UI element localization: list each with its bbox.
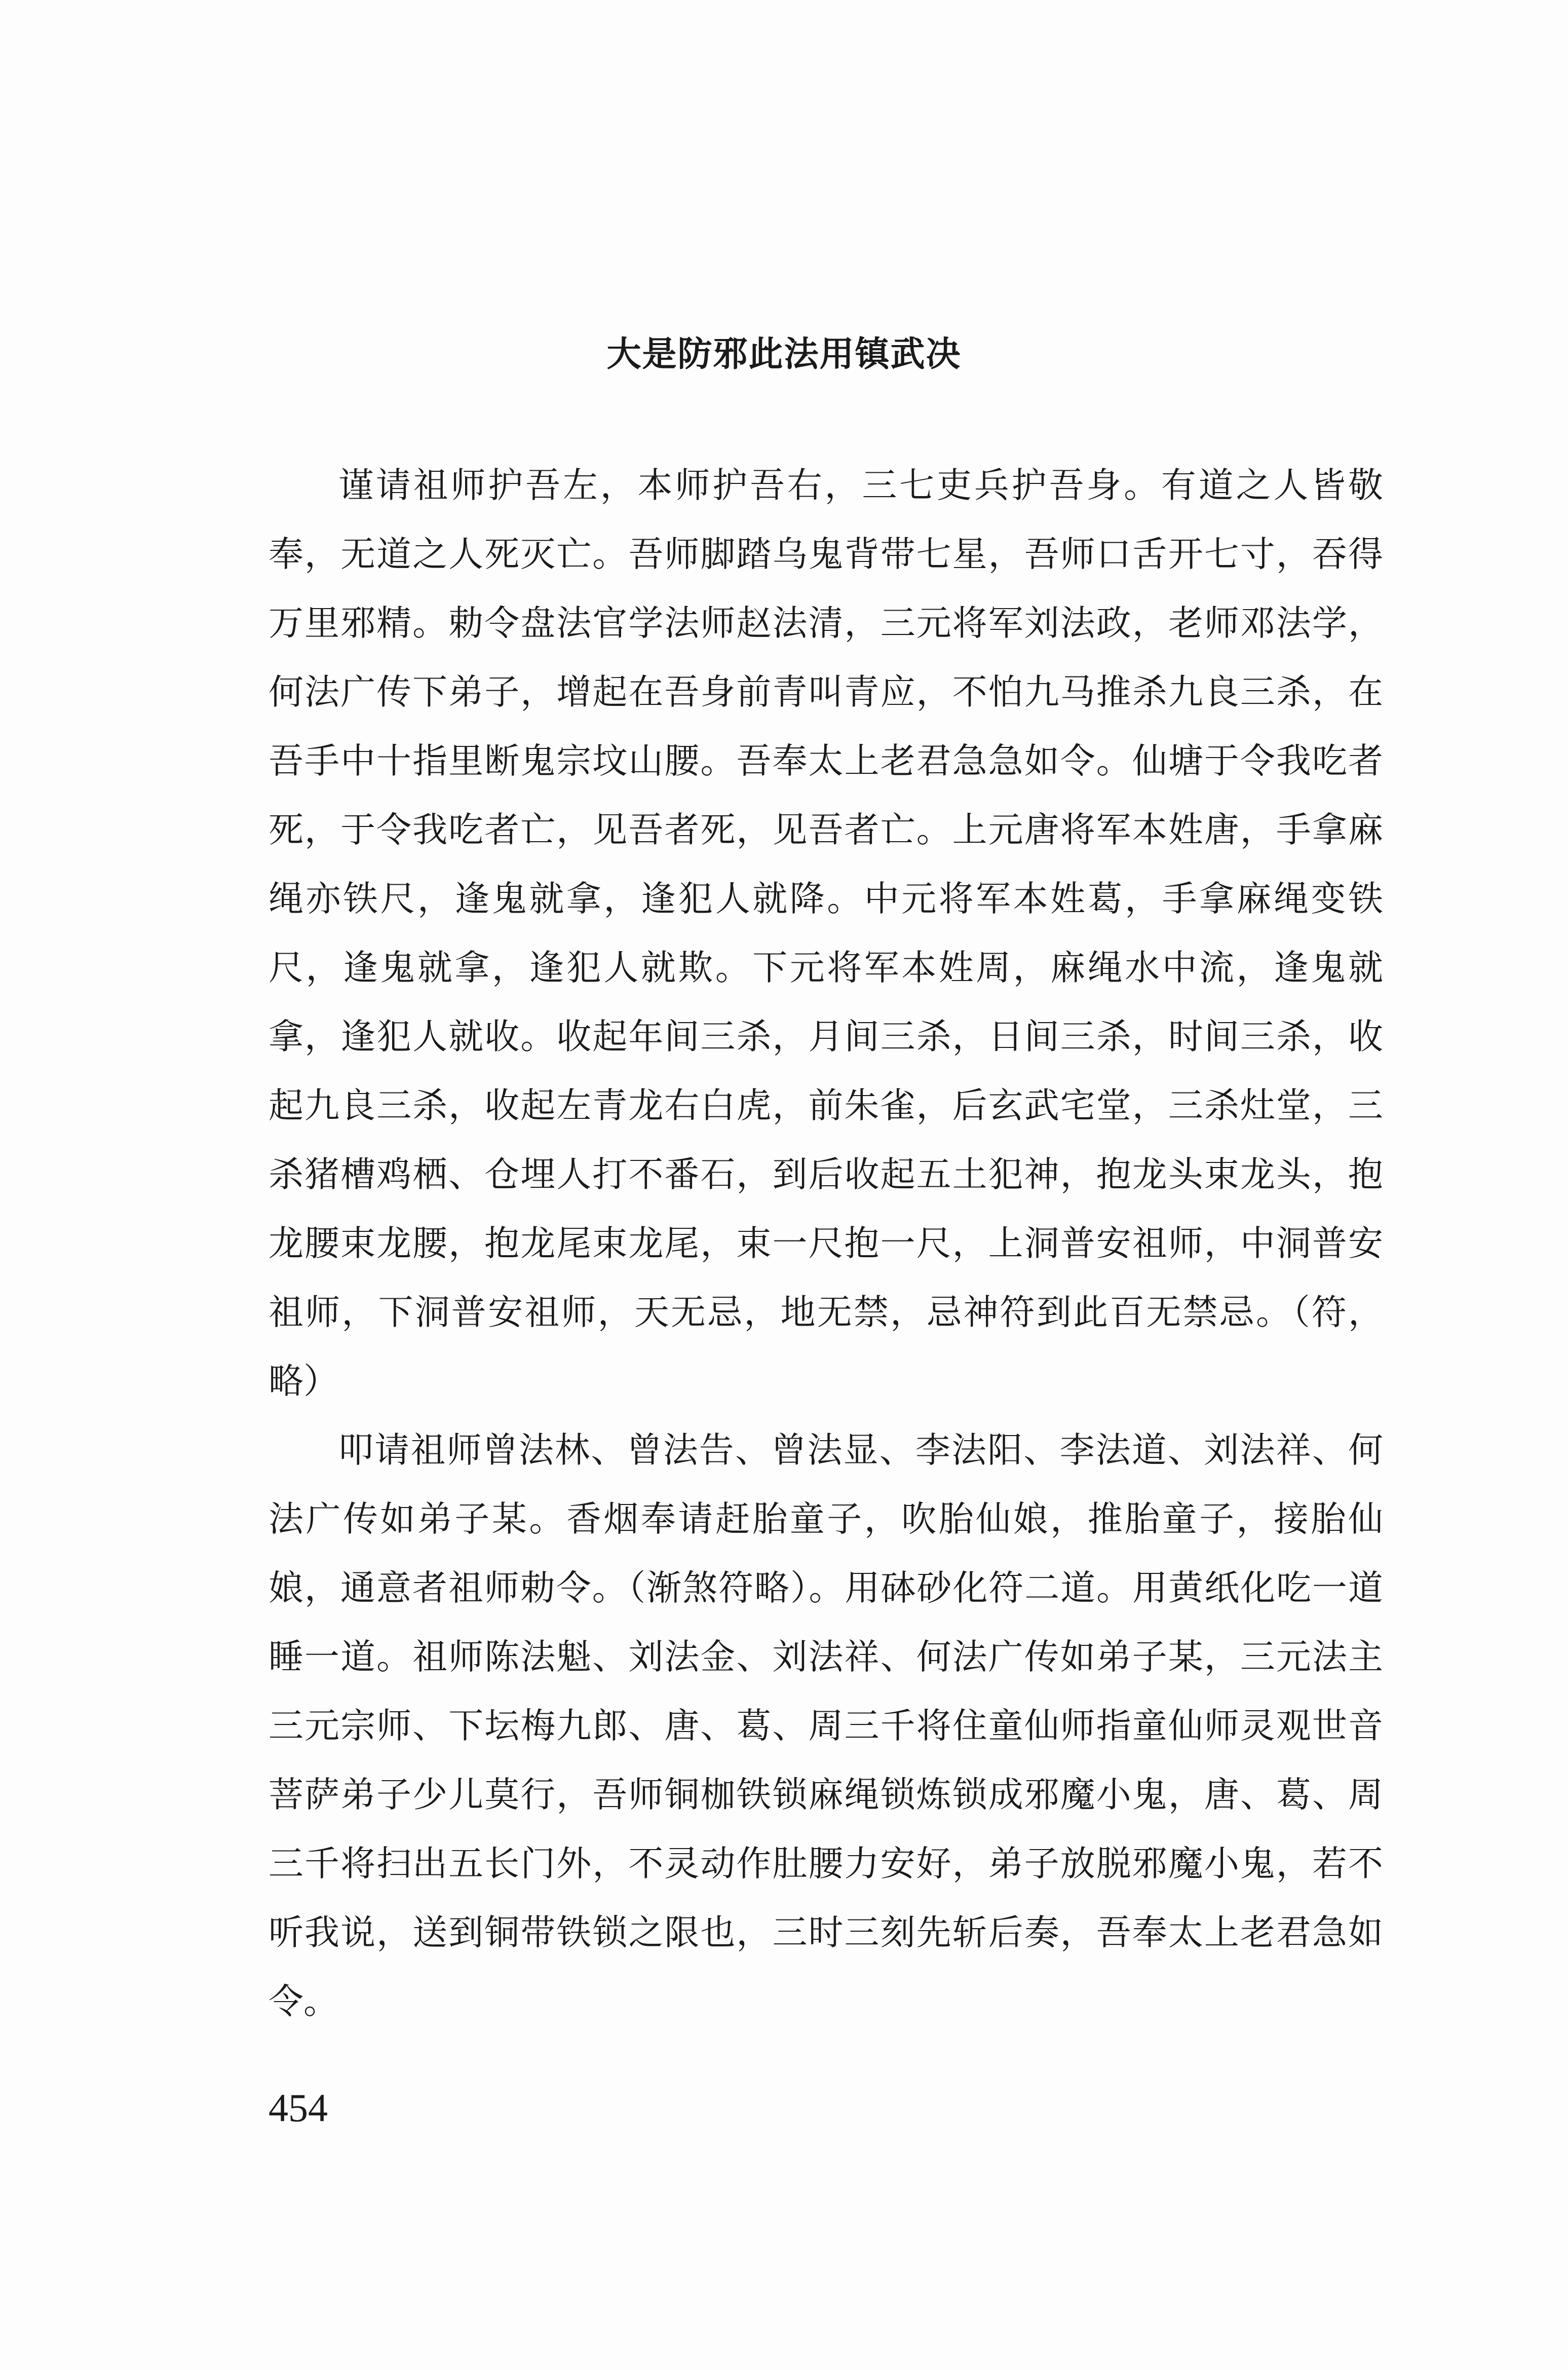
page-title: 大是防邪此法用镇武决 <box>606 334 962 374</box>
page-number: 454 <box>269 2086 328 2130</box>
paragraph: 谨请祖师护吾左，本师护吾右，三七吏兵护吾身。有道之人皆敬奉，无道之人死灭亡。吾师脚踏乌鬼背带七星，吾师口舌开七寸，吞得万里邪精。勅令盘法官学法师赵法清，三元将军刘法政，老师邓法学，何法广传下弟子，增起在吾身前青叫青应，不怕九马推杀九良三杀，在吾手中十指里断鬼宗坟山腰。吾奉太上老君急急如令。仙塘于令我吃者死，于令我吃者亡，见吾者死，见吾者亡。上元唐将军本姓唐，手拿麻绳亦铁尺，逢鬼就拿，逢犯人就降。中元将军本姓葛，手拿麻绳变铁尺，逢鬼就拿，逢犯人就欺。下元将军本姓周，麻绳水中流，逢鬼就拿，逢犯人就收。收起年间三杀，月间三杀，日间三杀，时间三杀，收起九良三杀，收起左青龙右白虎，前朱雀，后玄武宅堂，三杀灶堂，三杀猪槽鸡栖、仓埋人打不番石，到后收起五土犯神，抱龙头束龙头，抱龙腰束龙腰，抱龙尾束龙尾，束一尺抱一尺，上洞普安祖师，中洞普安祖师，下洞普安祖师，天无忌，地无禁，忌神符到此百无禁忌。（符，略） <box>269 465 1383 1402</box>
body-text <box>269 451 1383 2036</box>
paragraph: 叩请祖师曾法林、曾法告、曾法显、李法阳、李法道、刘法祥、何法广传如弟子某。香烟奉请赶胎童子，吹胎仙娘，推胎童子，接胎仙娘，通意者祖师勅令。（渐煞符略）。用砵砂化符二道。用黄纸化吃一道睡一道。祖师陈法魁、刘法金、刘法祥、何法广传如弟子某，三元法主三元宗师、下坛梅九郎、唐、葛、周三千将住童仙师指童仙师灵观世音菩萨弟子少儿莫行，吾师铜枷铁锁麻绳锁炼锁成邪魔小鬼，唐、葛、周三千将扫出五长门外，不灵动作肚腰力安好，弟子放脱邪魔小鬼，若不听我说，送到铜带铁锁之限也，三时三刻先斩后奏，吾奉太上老君急如令。 <box>269 1430 1383 2022</box>
